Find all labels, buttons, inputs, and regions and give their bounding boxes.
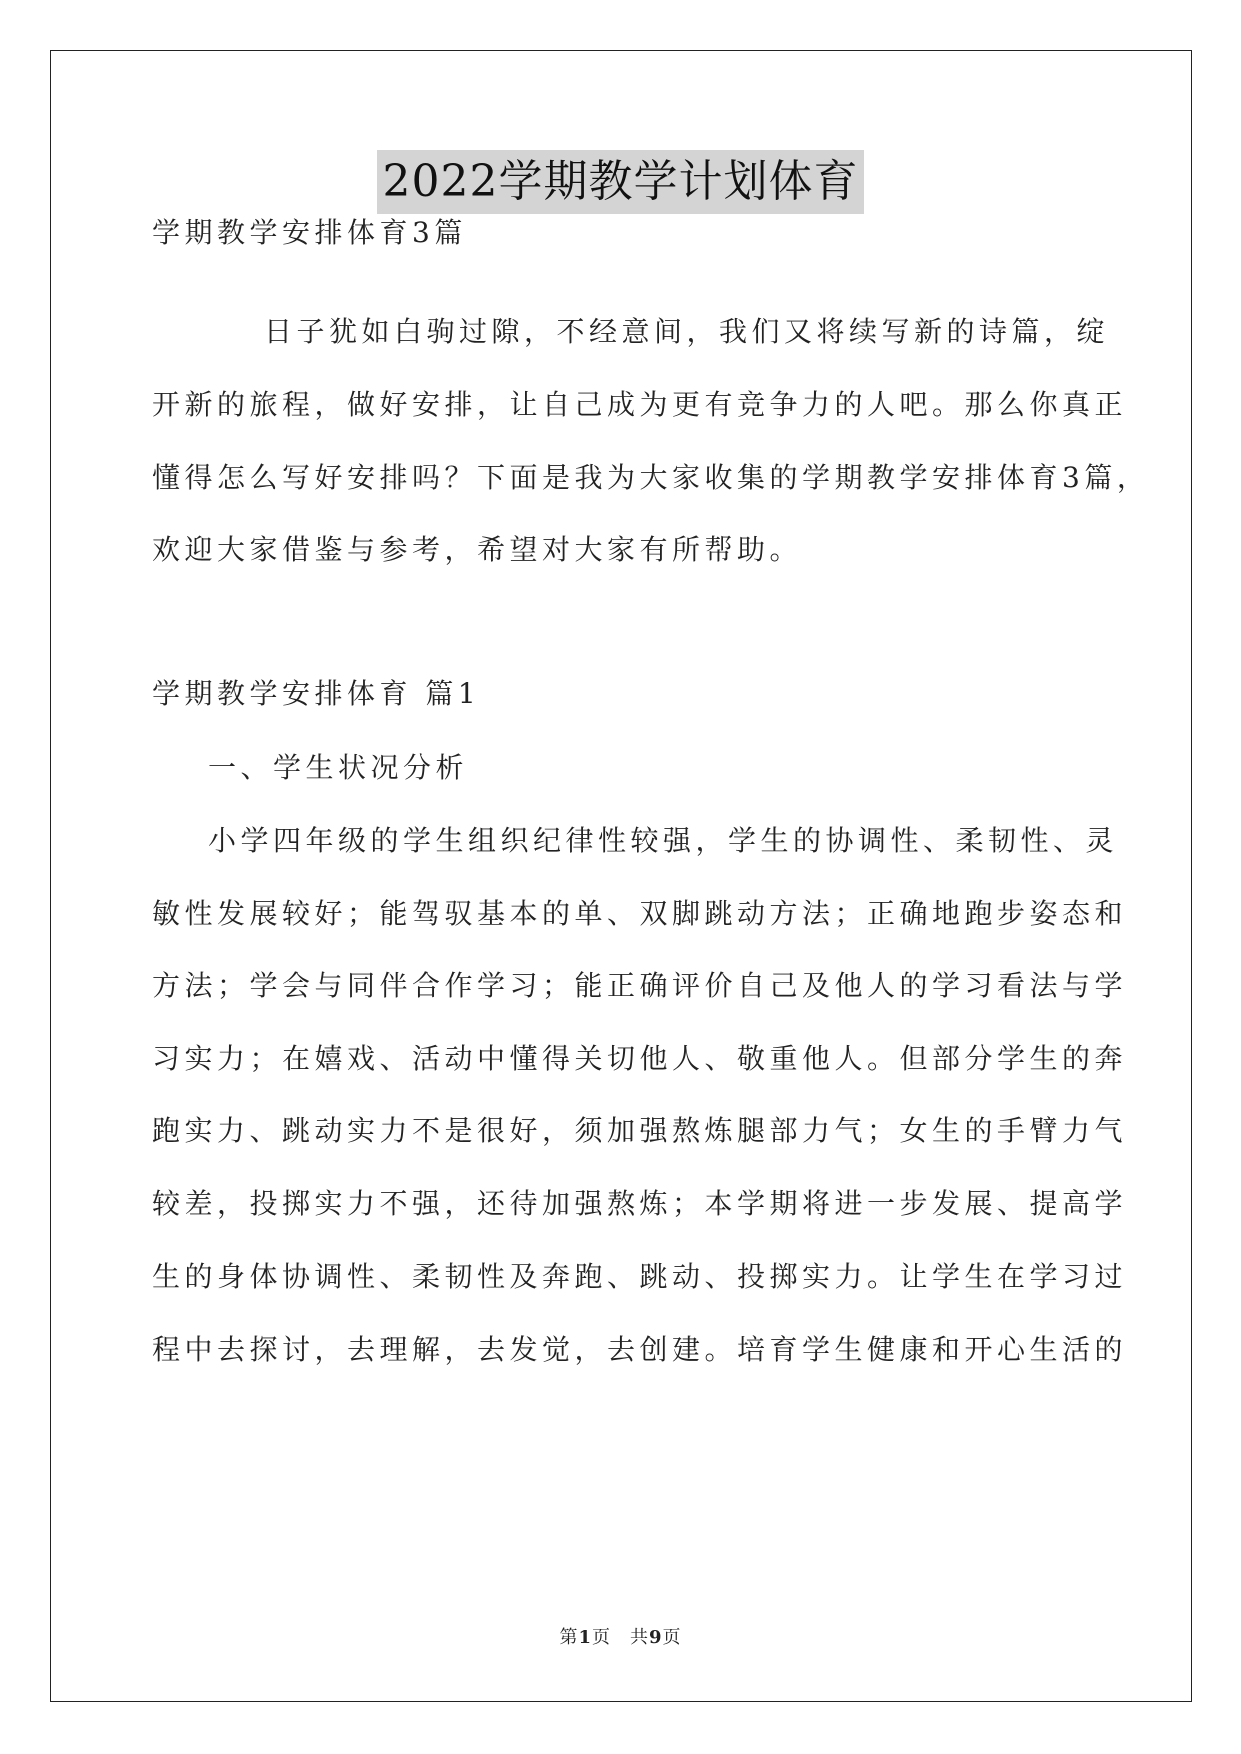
document-title: 2022学期教学计划体育: [377, 150, 865, 214]
body-line: 生的身体协调性、柔韧性及奔跑、跳动、投掷实力。让学生在学习过: [152, 1260, 1128, 1293]
intro-line: 懂得怎么写好安排吗？下面是我为大家收集的学期教学安排体育3篇，: [152, 461, 1150, 494]
page-border: [50, 50, 1192, 1702]
body-line: 方法；学会与同伴合作学习；能正确评价自己及他人的学习看法与学: [152, 969, 1128, 1002]
subsection-heading: 一、学生状况分析: [208, 751, 469, 784]
title-container: [0, 150, 1241, 214]
page-total: 9: [649, 1627, 663, 1648]
document-subtitle: 学期教学安排体育3篇: [152, 216, 467, 249]
page-mid: 页 共: [592, 1627, 649, 1648]
body-line: 小学四年级的学生组织纪律性较强，学生的协调性、柔韧性、灵: [208, 824, 1119, 857]
page-current: 1: [578, 1627, 592, 1648]
body-line: 跑实力、跳动实力不是很好，须加强熬炼腿部力气；女生的手臂力气: [152, 1114, 1128, 1147]
intro-line: 日子犹如白驹过隙，不经意间，我们又将续写新的诗篇，绽: [264, 315, 1110, 348]
body-line: 程中去探讨，去理解，去发觉，去创建。培育学生健康和开心生活的: [152, 1333, 1128, 1366]
page-suffix: 页: [662, 1627, 682, 1648]
body-line: 习实力；在嬉戏、活动中懂得关切他人、敬重他人。但部分学生的奔: [152, 1042, 1128, 1075]
section-heading: 学期教学安排体育 篇1: [152, 677, 481, 710]
body-line: 敏性发展较好；能驾驭基本的单、双脚跳动方法；正确地跑步姿态和: [152, 897, 1128, 930]
page-prefix: 第: [559, 1627, 579, 1648]
page-footer: [0, 1623, 1241, 1649]
body-line: 较差，投掷实力不强，还待加强熬炼；本学期将进一步发展、提高学: [152, 1187, 1128, 1220]
intro-line: 开新的旅程，做好安排，让自己成为更有竞争力的人吧。那么你真正: [152, 388, 1128, 421]
intro-line: 欢迎大家借鉴与参考，希望对大家有所帮助。: [152, 533, 803, 566]
